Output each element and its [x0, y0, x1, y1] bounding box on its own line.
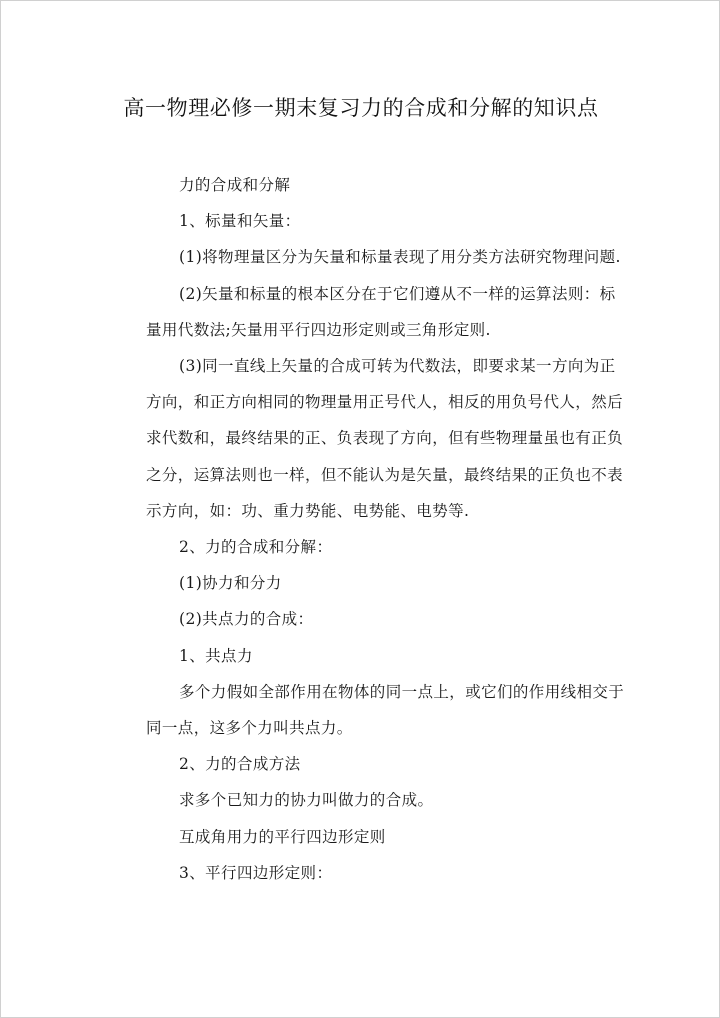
document-body [113, 167, 625, 891]
paragraph [113, 348, 624, 529]
text-line: 2、力的合成和分解： [179, 538, 333, 557]
text-line: 示方向，如：功、重力势能、电势能、电势等. [146, 501, 470, 520]
text-line: 1、标量和矢量： [179, 212, 301, 231]
paragraph [113, 239, 621, 275]
text-line: 同一点，这多个力叫共点力。 [146, 719, 353, 738]
paragraph [113, 167, 613, 203]
paragraph [113, 819, 613, 855]
paragraph [113, 276, 616, 348]
document-title: 高一物理必修一期末复习力的合成和分解的知识点 [123, 96, 599, 120]
text-line: 求多个已知力的协力叫做力的合成。 [179, 791, 434, 810]
text-line: 量用代数法;矢量用平行四边形定则或三角形定则. [146, 320, 491, 339]
text-line: 2、力的合成方法 [179, 755, 301, 774]
text-line: 方向，和正方向相同的物理量用正号代人，相反的用负号代人，然后 [146, 393, 624, 412]
text-line: (2)共点力的合成： [179, 610, 314, 629]
paragraph [113, 638, 613, 674]
paragraph [113, 782, 613, 818]
text-line: 多个力假如全部作用在物体的同一点上，或它们的作用线相交于 [179, 682, 625, 701]
text-line: 1、共点力 [179, 646, 253, 665]
text-line: 3、平行四边形定则： [179, 863, 333, 882]
paragraph [113, 674, 625, 746]
text-line: (1)将物理量区分为矢量和标量表现了用分类方法研究物理问题. [179, 248, 621, 267]
text-line: (2)矢量和标量的根本区分在于它们遵从不一样的运算法则：标 [179, 284, 616, 303]
text-line: 互成角用力的平行四边形定则 [179, 827, 386, 846]
paragraph [113, 565, 613, 601]
paragraph [113, 855, 613, 891]
paragraph [113, 601, 613, 637]
text-line: (3)同一直线上矢量的合成可转为代数法，即要求某一方向为正 [179, 357, 616, 376]
paragraph [113, 203, 613, 239]
paragraph [113, 746, 613, 782]
text-line: 力的合成和分解 [179, 176, 291, 194]
paragraph [113, 529, 613, 565]
text-line: (1)协力和分力 [179, 574, 282, 593]
text-line: 求代数和，最终结果的正、负表现了方向，但有些物理量虽也有正负 [146, 429, 624, 448]
text-line: 之分，运算法则也一样，但不能认为是矢量，最终结果的正负也不表 [146, 465, 624, 484]
